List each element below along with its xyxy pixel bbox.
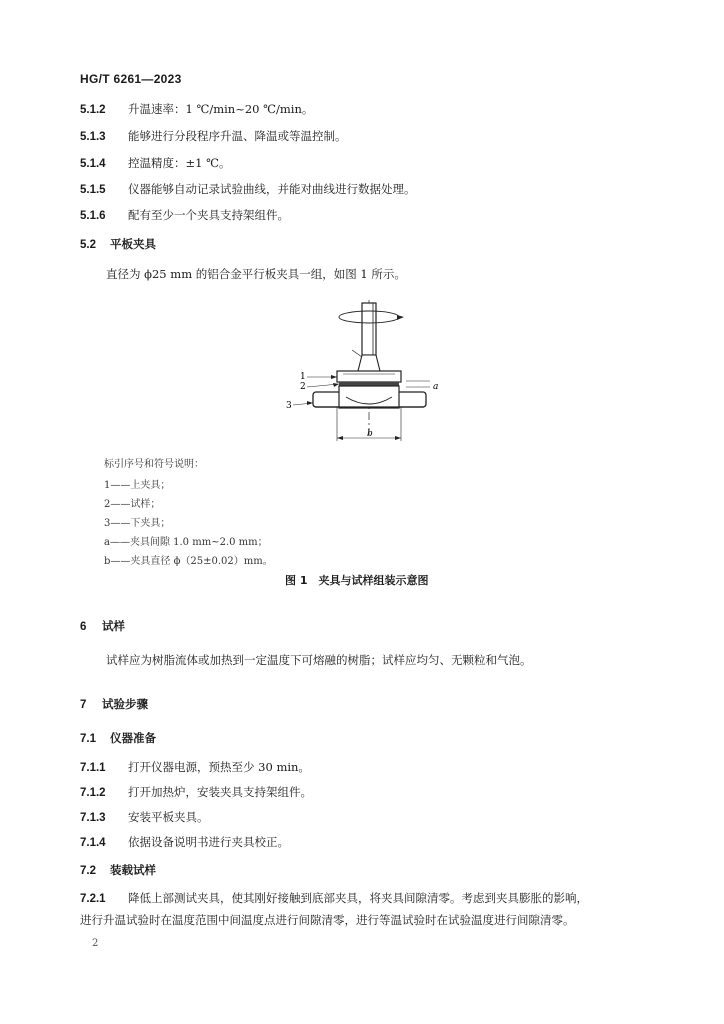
standard-number: HG/T 6261—2023 bbox=[80, 72, 182, 86]
clause-7-1-3 bbox=[80, 809, 209, 825]
upper-clamp-plate bbox=[337, 371, 401, 382]
clamp-assembly-figure bbox=[280, 295, 460, 455]
clause-number: 5.1.3 bbox=[80, 131, 106, 143]
legend-item-2: 2——试样； bbox=[104, 499, 161, 510]
section-number: 5.2 bbox=[80, 239, 96, 251]
section-title: 仪器准备 bbox=[110, 731, 156, 745]
clause-number: 5.1.4 bbox=[80, 158, 106, 170]
clause-text: 配有至少一个夹具支持架组件。 bbox=[128, 208, 289, 222]
section-title: 平板夹具 bbox=[110, 237, 156, 251]
section-number: 6 bbox=[80, 621, 87, 633]
clause-text: 升温速率：1 ℃/min~20 ℃/min。 bbox=[128, 102, 314, 116]
diameter-arrow-right bbox=[395, 436, 401, 440]
clamp-neck bbox=[358, 355, 380, 371]
clause-number: 7.1.2 bbox=[80, 787, 106, 799]
neck-leader bbox=[352, 350, 362, 357]
callout-1: 1 bbox=[300, 372, 306, 382]
clause-5-1-2 bbox=[80, 101, 313, 117]
sample-layer bbox=[339, 382, 399, 386]
clause-7-1-4 bbox=[80, 834, 289, 850]
legend-title: 标引序号和符号说明： bbox=[104, 459, 204, 470]
section-7-2-heading bbox=[80, 862, 156, 878]
clause-7-1-1 bbox=[80, 759, 310, 775]
clause-5-1-6 bbox=[80, 207, 289, 223]
section-6-body: 试样应为树脂流体或加热到一定温度下可熔融的树脂；试样应均匀、无颗粒和气泡。 bbox=[106, 653, 532, 667]
clause-7-1-2 bbox=[80, 784, 312, 800]
clause-text: 仪器能够自动记录试验曲线，并能对曲线进行数据处理。 bbox=[128, 182, 416, 196]
legend-item-3: 3——下夹具； bbox=[104, 518, 171, 529]
clause-text: 打开仪器电源，预热至少 30 min。 bbox=[128, 760, 310, 774]
callout-3-arrow bbox=[307, 401, 313, 405]
clause-text: 安装平板夹具。 bbox=[128, 810, 209, 824]
legend-item-1: 1——上夹具； bbox=[104, 480, 171, 491]
lower-clamp-boss bbox=[339, 386, 399, 408]
section-6-heading bbox=[80, 618, 125, 634]
legend-item-a: a——夹具间隙 1.0 mm~2.0 mm； bbox=[104, 537, 268, 548]
rotation-arrowhead bbox=[397, 315, 404, 320]
page-number: 2 bbox=[92, 938, 99, 949]
clause-text: 依据设备说明书进行夹具校正。 bbox=[128, 835, 289, 849]
section-7-heading bbox=[80, 696, 148, 712]
section-number: 7.1 bbox=[80, 733, 96, 745]
clause-7-2-1-line2: 进行升温试验时在温度范围中间温度点进行间隙清零，进行等温试验时在试验温度进行间隙清零。 bbox=[80, 913, 575, 927]
section-title: 装载试样 bbox=[110, 863, 156, 877]
callout-1-arrow bbox=[331, 375, 337, 379]
section-5-2-body: 直径为 ϕ25 mm 的铝合金平行板夹具一组，如图 1 所示。 bbox=[106, 267, 406, 281]
clause-number: 7.1.3 bbox=[80, 812, 106, 824]
clause-5-1-4 bbox=[80, 155, 230, 171]
callout-2-arrow bbox=[333, 383, 339, 387]
clause-text: 打开加热炉，安装夹具支持架组件。 bbox=[128, 785, 312, 799]
gap-label: a bbox=[433, 382, 439, 392]
section-5-2-heading bbox=[80, 236, 156, 252]
clause-number: 7.2.1 bbox=[80, 893, 106, 905]
legend-item-b: b——夹具直径 ϕ（25±0.02）mm。 bbox=[104, 556, 273, 567]
callout-3: 3 bbox=[286, 401, 292, 411]
section-number: 7 bbox=[80, 699, 87, 711]
clause-5-1-3 bbox=[80, 128, 347, 144]
clause-7-2-1-line1 bbox=[80, 890, 588, 906]
section-number: 7.2 bbox=[80, 865, 96, 877]
section-title: 试样 bbox=[102, 619, 125, 633]
clause-number: 5.1.6 bbox=[80, 210, 106, 222]
figure-caption: 图 1 夹具与试样组装示意图 bbox=[285, 574, 429, 587]
section-7-1-heading bbox=[80, 730, 156, 746]
clause-text: 降低上部测试夹具，使其刚好接触到底部夹具，将夹具间隙清零。考虑到夹具膨胀的影响， bbox=[128, 891, 588, 905]
clause-number: 7.1.1 bbox=[80, 762, 106, 774]
clause-text: 能够进行分段程序升温、降温或等温控制。 bbox=[128, 129, 347, 143]
clause-text: 控温精度：±1 ℃。 bbox=[128, 156, 231, 170]
diameter-arrow-left bbox=[337, 436, 343, 440]
clause-number: 5.1.5 bbox=[80, 184, 106, 196]
clause-number: 5.1.2 bbox=[80, 104, 106, 116]
clause-5-1-5 bbox=[80, 181, 416, 197]
section-title: 试验步骤 bbox=[102, 697, 148, 711]
diameter-label: b bbox=[367, 429, 373, 439]
callout-2: 2 bbox=[300, 382, 306, 392]
clause-number: 7.1.4 bbox=[80, 837, 106, 849]
